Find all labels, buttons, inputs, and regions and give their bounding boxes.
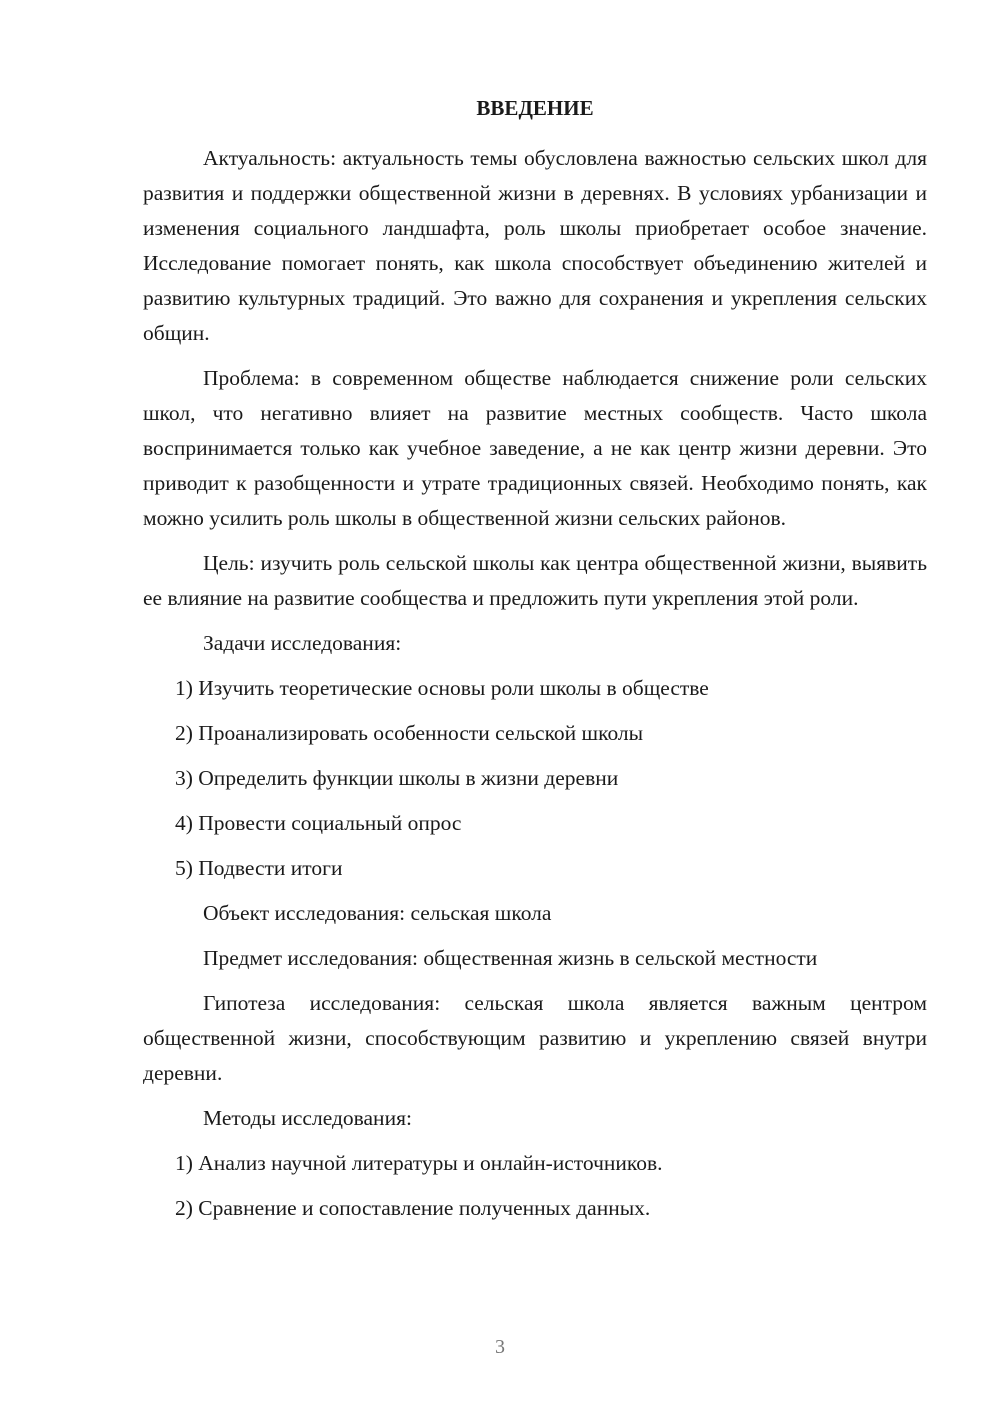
hypothesis-paragraph: Гипотеза исследования: сельская школа является важным центром общественной жизни, способствующим развитию и укреплению связей внутри деревни. [143,991,927,1085]
list-item: 1) Изучить теоретические основы роли школы в обществе [175,676,709,700]
tasks-list [143,671,927,886]
relevance-paragraph: Актуальность: актуальность темы обусловлена важностью сельских школ для развития и поддержки общественной жизни в деревнях. В условиях урбанизации и изменения социального ландшафта, роль школы приобретает особое значение. Исследование помогает понять, как школа способствует объединению жителей и развитию культурных традиций. Это важно для сохранения и укрепления сельских общин. [143,146,927,345]
methods-heading: Методы исследования: [203,1106,412,1130]
goal-paragraph: Цель: изучить роль сельской школы как центра общественной жизни, выявить ее влияние на развитие сообщества и предложить пути укрепления этой роли. [143,551,927,610]
subject-line: Предмет исследования: общественная жизнь в сельской местности [203,946,818,970]
list-item: 2) Сравнение и сопоставление полученных данных. [175,1196,651,1220]
tasks-heading: Задачи исследования: [203,631,402,655]
list-item: 2) Проанализировать особенности сельской школы [175,721,644,745]
problem-paragraph: Проблема: в современном обществе наблюдается снижение роли сельских школ, что негативно влияет на развитие местных сообществ. Часто школа воспринимается только как учебное заведение, а не как центр жизни деревни. Это приводит к разобщенности и утрате традиционных связей. Необходимо понять, как можно усилить роль школы в общественной жизни сельских районов. [143,366,927,530]
list-item: 4) Провести социальный опрос [175,811,462,835]
list-item: 3) Определить функции школы в жизни деревни [175,766,619,790]
page-number: 3 [495,1336,505,1358]
object-line: Объект исследования: сельская школа [203,901,552,925]
methods-list [143,1146,927,1226]
page-content [143,95,927,1226]
list-item: 5) Подвести итоги [175,856,343,880]
list-item: 1) Анализ научной литературы и онлайн-источников. [175,1151,663,1175]
page-title: ВВЕДЕНИЕ [476,96,594,120]
